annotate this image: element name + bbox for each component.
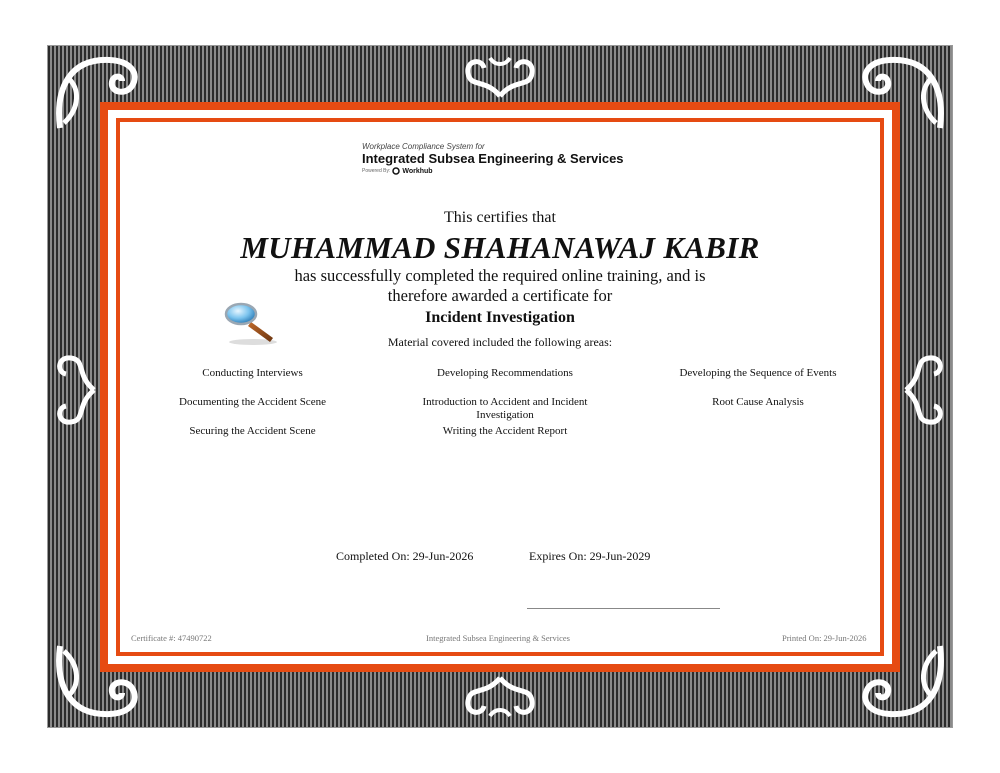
footer-organization: Integrated Subsea Engineering & Services <box>426 633 570 643</box>
brand-tagline: Workplace Compliance System for <box>362 142 485 151</box>
area-item: Developing Recommendations <box>437 367 573 379</box>
workhub-logo-icon <box>392 167 400 175</box>
signature-line <box>527 608 720 609</box>
powered-by-label: Powered By: <box>362 168 391 174</box>
magnifying-glass-icon <box>223 300 283 346</box>
completion-line-2: therefore awarded a certificate for <box>387 286 613 305</box>
certificate-number: Certificate #: 47490722 <box>131 633 212 643</box>
printed-date: Printed On: 29-Jun-2026 <box>782 633 867 643</box>
recipient-name: MUHAMMAD SHAHANAWAJ KABIR <box>240 230 760 265</box>
area-item: Root Cause Analysis <box>712 396 804 408</box>
completion-line-1: has successfully completed the required online training, and is <box>294 266 706 285</box>
area-item: Developing the Sequence of Events <box>679 367 837 379</box>
certificate-paper <box>120 122 880 652</box>
course-title: Incident Investigation <box>425 309 575 326</box>
workhub-label: Workhub <box>402 167 433 175</box>
left-center-ornament <box>50 350 98 430</box>
completed-date: Completed On: 29-Jun-2026 <box>336 549 474 563</box>
bottom-center-ornament <box>460 674 540 726</box>
powered-by <box>362 167 682 175</box>
area-item: Documenting the Accident Scene <box>179 396 326 408</box>
expiry-date: Expires On: 29-Jun-2029 <box>529 549 651 563</box>
brand-title: Integrated Subsea Engineering & Services <box>362 151 624 166</box>
right-center-ornament <box>902 350 950 430</box>
area-item: Writing the Accident Report <box>442 425 568 437</box>
area-item: Securing the Accident Scene <box>189 425 316 437</box>
top-center-ornament <box>460 48 540 100</box>
area-item: Introduction to Accident and Incident Investigation <box>422 396 588 421</box>
certifies-text: This certifies that <box>444 209 556 226</box>
area-item: Conducting Interviews <box>202 367 303 379</box>
brand-block <box>362 142 682 175</box>
material-intro: Material covered included the following areas: <box>387 335 613 349</box>
